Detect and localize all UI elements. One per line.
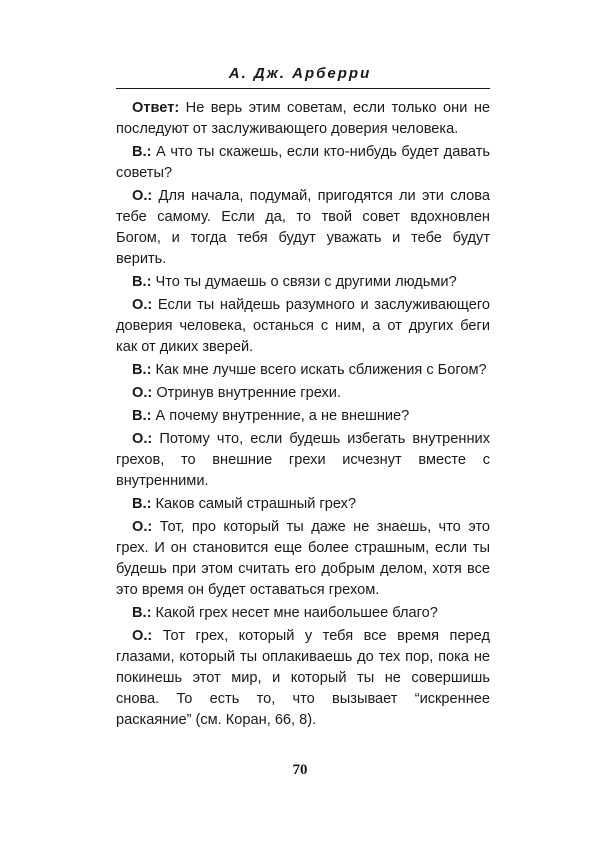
speaker-label: В.: (132, 274, 152, 290)
speaker-label: О.: (132, 431, 153, 447)
speaker-label: Ответ: (132, 100, 180, 116)
paragraph-text: Как мне лучше всего искать сближения с Богом? (151, 362, 487, 378)
dialogue-paragraph (116, 517, 490, 601)
page-number: 70 (292, 762, 308, 778)
header-rule (116, 88, 490, 89)
speaker-label: О.: (132, 628, 153, 644)
paragraph-text: Для начала, подумай, пригодятся ли эти слова тебе самому. Если да, то твой совет вдохновлен Богом, и тогда тебя будут уважать и тебе будут верить. (116, 188, 490, 267)
paragraph-text: Каков самый страшный грех? (151, 496, 357, 512)
paragraph-text: А почему внутренние, а не внешние? (151, 408, 410, 424)
dialogue-paragraph (116, 406, 490, 427)
speaker-label: В.: (132, 496, 152, 512)
paragraph-text: Если ты найдешь разумного и заслуживающего доверия человека, останься с ним, а от других беги как от диких зверей. (116, 297, 490, 355)
paragraph-text: Не верь этим советам, если только они не последуют от заслуживающего доверия человека. (116, 100, 490, 137)
speaker-label: О.: (132, 188, 153, 204)
dialogue-paragraph (116, 295, 490, 358)
dialogue-paragraph (116, 142, 490, 184)
dialogue-paragraph (116, 360, 490, 381)
dialogue-paragraph (116, 494, 490, 515)
dialogue-paragraph (116, 383, 490, 404)
speaker-label: О.: (132, 297, 153, 313)
paragraph-text: А что ты скажешь, если кто-нибудь будет давать советы? (116, 144, 490, 181)
dialogue-paragraph (116, 186, 490, 270)
speaker-label: О.: (132, 519, 153, 535)
dialogue-paragraph (116, 429, 490, 492)
running-header-author: А. Дж. Арберри (228, 65, 372, 82)
speaker-label: В.: (132, 362, 152, 378)
dialogue-paragraph (116, 603, 490, 624)
speaker-label: В.: (132, 408, 152, 424)
dialogue-text (116, 98, 490, 733)
paragraph-text: Отринув внутренние грехи. (152, 385, 342, 401)
speaker-label: В.: (132, 605, 152, 621)
paragraph-text: Потому что, если будешь избегать внутренних грехов, то внешние грехи исчезнут вместе с внутренними. (116, 431, 490, 489)
speaker-label: О.: (132, 385, 153, 401)
dialogue-paragraph (116, 272, 490, 293)
dialogue-paragraph (116, 626, 490, 731)
paragraph-text: Тот, про который ты даже не знаешь, что это грех. И он становится еще более страшным, если ты будешь при этом считать его добрым делом, хотя все это время он будет оставаться грехом. (116, 519, 490, 598)
paragraph-text: Тот грех, который у тебя все время перед глазами, который ты оплакиваешь до тех пор, пока не покинешь этот мир, и который ты не совершишь снова. То есть то, что вызывает “искреннее раскаяние” (см. Коран, 66, 8). (116, 628, 490, 728)
speaker-label: В.: (132, 144, 152, 160)
dialogue-paragraph (116, 98, 490, 140)
paragraph-text: Что ты думаешь о связи с другими людьми? (151, 274, 457, 290)
paragraph-text: Какой грех несет мне наибольшее благо? (151, 605, 438, 621)
